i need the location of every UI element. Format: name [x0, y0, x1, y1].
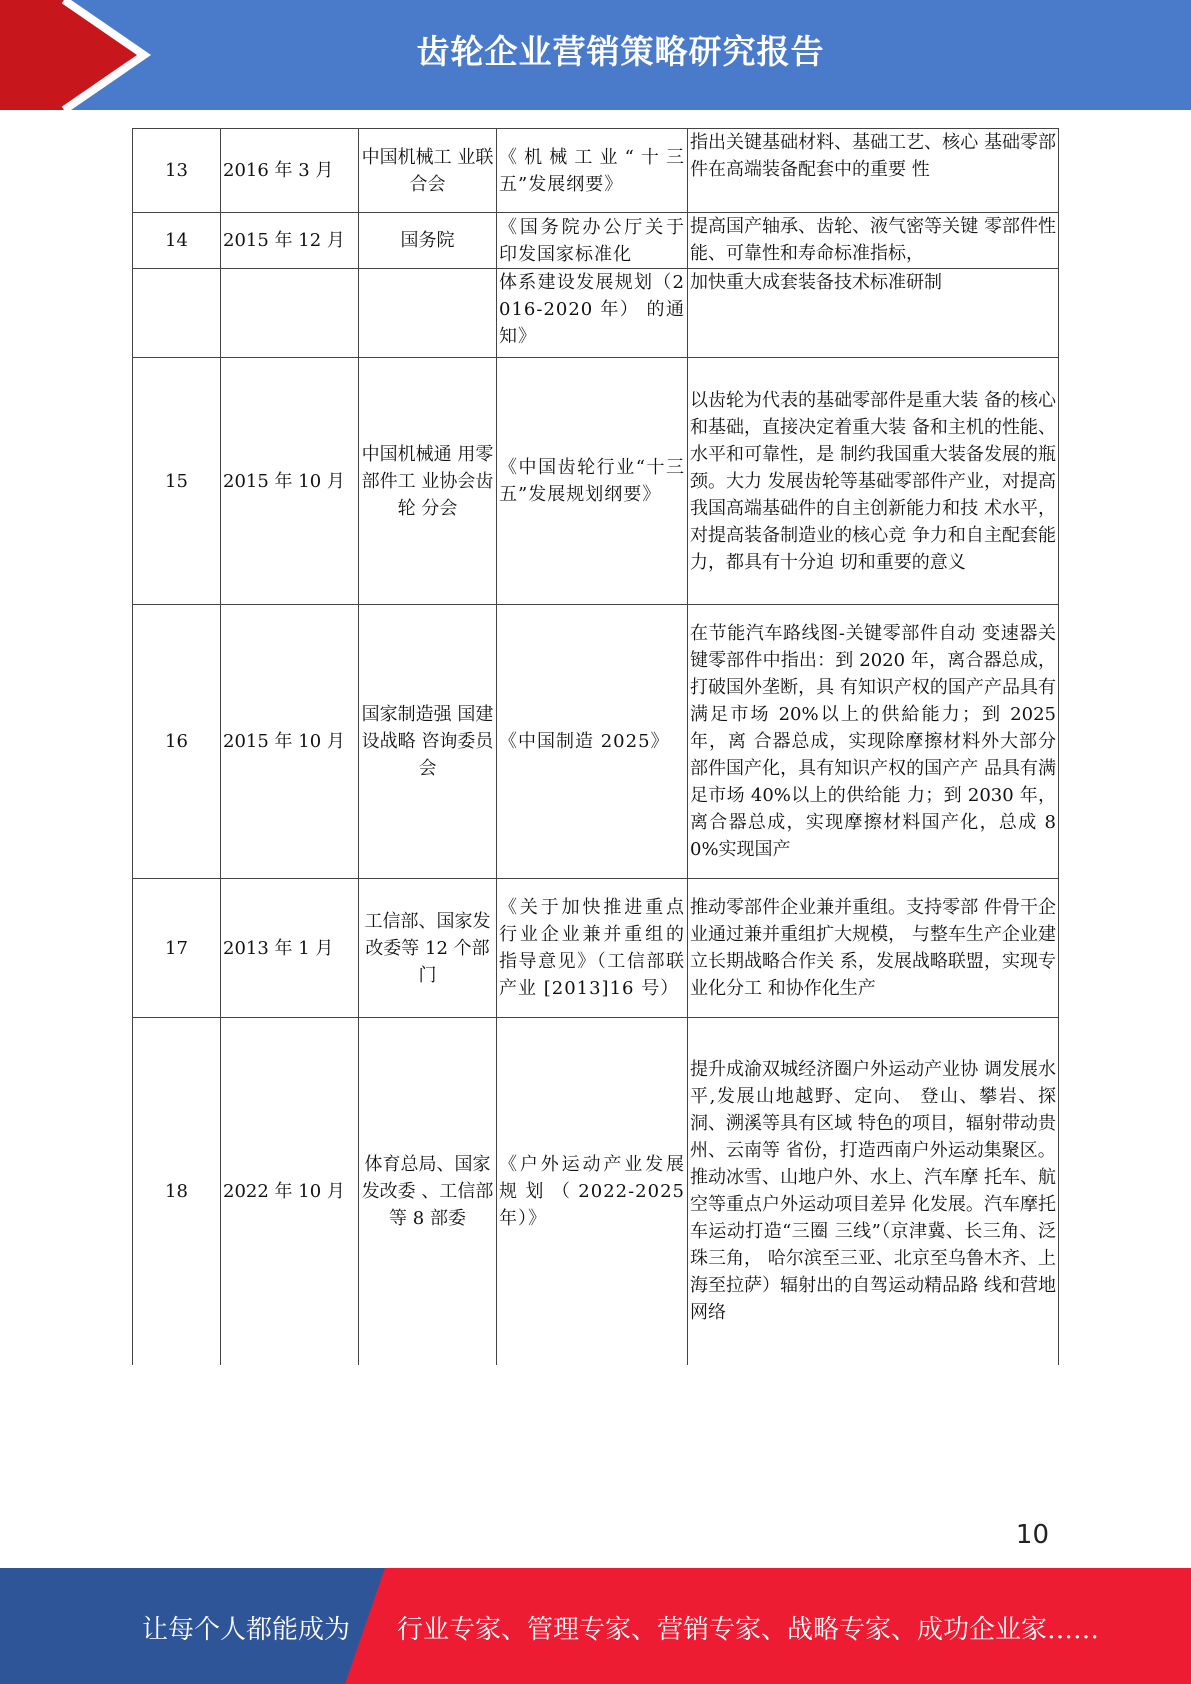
table-row — [133, 605, 1059, 879]
row-organization: 中国机械工 业联合会 — [359, 129, 497, 213]
row-content: 提高国产轴承、齿轮、液气密等关键 零部件性能、可靠性和寿命标准指标， — [688, 213, 1059, 269]
row-date: 2022 年 10 月 — [221, 1018, 359, 1365]
page-footer — [0, 1568, 1191, 1684]
row-organization: 中国机械通 用零部件工 业协会齿轮 分会 — [359, 358, 497, 605]
row-number — [133, 269, 221, 358]
row-number: 15 — [133, 358, 221, 605]
footer-slogan-left: 让每个人都能成为 — [142, 1615, 351, 1645]
row-document: 《国务院办公厅关于印发国家标准化 — [497, 213, 688, 269]
page-number: 10 — [1015, 1520, 1049, 1550]
footer-slogan-right: 行业专家、管理专家、营销专家、战略专家、成功企业家…… — [397, 1615, 1100, 1645]
table-row — [133, 358, 1059, 605]
row-content: 以齿轮为代表的基础零部件是重大装 备的核心和基础，直接决定着重大装 备和主机的性能、水平和可靠性，是 制约我国重大装备发展的瓶颈。大力 发展齿轮等基础零部件产业，对提高 我国高端基础件的自主创新能力和技 术水平，对提高装备制造业的核心竞 争力和自主配套能力，都具有十分迫 切和重要的意义 — [688, 358, 1059, 605]
policy-table — [132, 128, 1059, 1365]
row-organization — [359, 269, 497, 358]
table-row — [133, 1018, 1059, 1365]
row-date: 2015 年 10 月 — [221, 605, 359, 879]
row-date: 2013 年 1 月 — [221, 879, 359, 1018]
row-organization: 工信部、国家发改委等 12 个部门 — [359, 879, 497, 1018]
page-header — [0, 0, 1191, 110]
row-number: 13 — [133, 129, 221, 213]
row-document: 《关于加快推进重点行业企业兼并重组的指导意见》（工信部联产业 [2013]16 号） — [497, 879, 688, 1018]
report-title: 齿轮企业营销策略研究报告 — [416, 32, 825, 71]
row-document: 《中国制造 2025》 — [497, 605, 688, 879]
row-document: 《中国齿轮行业“十三五”发展规划纲要》 — [497, 358, 688, 605]
row-number: 14 — [133, 213, 221, 269]
row-number: 17 — [133, 879, 221, 1018]
row-content: 指出关键基础材料、基础工艺、核心 基础零部件在高端装备配套中的重要 性 — [688, 129, 1059, 213]
row-number: 16 — [133, 605, 221, 879]
table-row — [133, 879, 1059, 1018]
row-date: 2015 年 12 月 — [221, 213, 359, 269]
row-number: 18 — [133, 1018, 221, 1365]
row-content: 加快重大成套装备技术标准研制 — [688, 269, 1059, 358]
row-document: 体系建设发展规划（2016-2020 年） 的通知》 — [497, 269, 688, 358]
table-row — [133, 269, 1059, 358]
row-date: 2015 年 10 月 — [221, 358, 359, 605]
row-organization: 体育总局、国家发改委 、工信部等 8 部委 — [359, 1018, 497, 1365]
row-content: 推动零部件企业兼并重组。支持零部 件骨干企业通过兼并重组扩大规模， 与整车生产企业建立长期战略合作关 系，发展战略联盟，实现专业化分工 和协作化生产 — [688, 879, 1059, 1018]
row-content: 在节能汽车路线图-关键零部件自动 变速器关键零部件中指出：到 2020 年，离合器总成，打破国外垄断，具 有知识产权的国产产品具有满足市场 20%以上的供給能力；到 2025 年，离 合器总成，实现除摩擦材料外大部分 部件国产化，具有知识产权的国产产 品具有满足市场 40%以上的供给能 力；到 2030 年，离合器总成，实现摩擦材料国产化，总成 80%实现国产 — [688, 605, 1059, 879]
row-organization: 国家制造强 国建设战略 咨询委员会 — [359, 605, 497, 879]
row-organization: 国务院 — [359, 213, 497, 269]
row-content: 提升成渝双城经济圈户外运动产业协 调发展水平,发展山地越野、定向、 登山、攀岩、探洞、溯溪等具有区域 特色的项目，辐射带动贵州、云南等 省份，打造西南户外运动集聚区。 推动冰雪、山地户外、水上、汽车摩 托车、航空等重点户外运动项目差异 化发展。汽车摩托车运动打造“三圈 三线”（京津冀、长三角、泛珠三角， 哈尔滨至三亚、北京至乌鲁木齐、上 海至拉萨）辐射出的自驾运动精品路 线和营地网络 — [688, 1018, 1059, 1365]
row-document: 《机械工业“十三五”发展纲要》 — [497, 129, 688, 213]
table-row — [133, 129, 1059, 213]
row-date — [221, 269, 359, 358]
table-row — [133, 213, 1059, 269]
row-document: 《户外运动产业发展规划（2022-2025 年）》 — [497, 1018, 688, 1365]
row-date: 2016 年 3 月 — [221, 129, 359, 213]
